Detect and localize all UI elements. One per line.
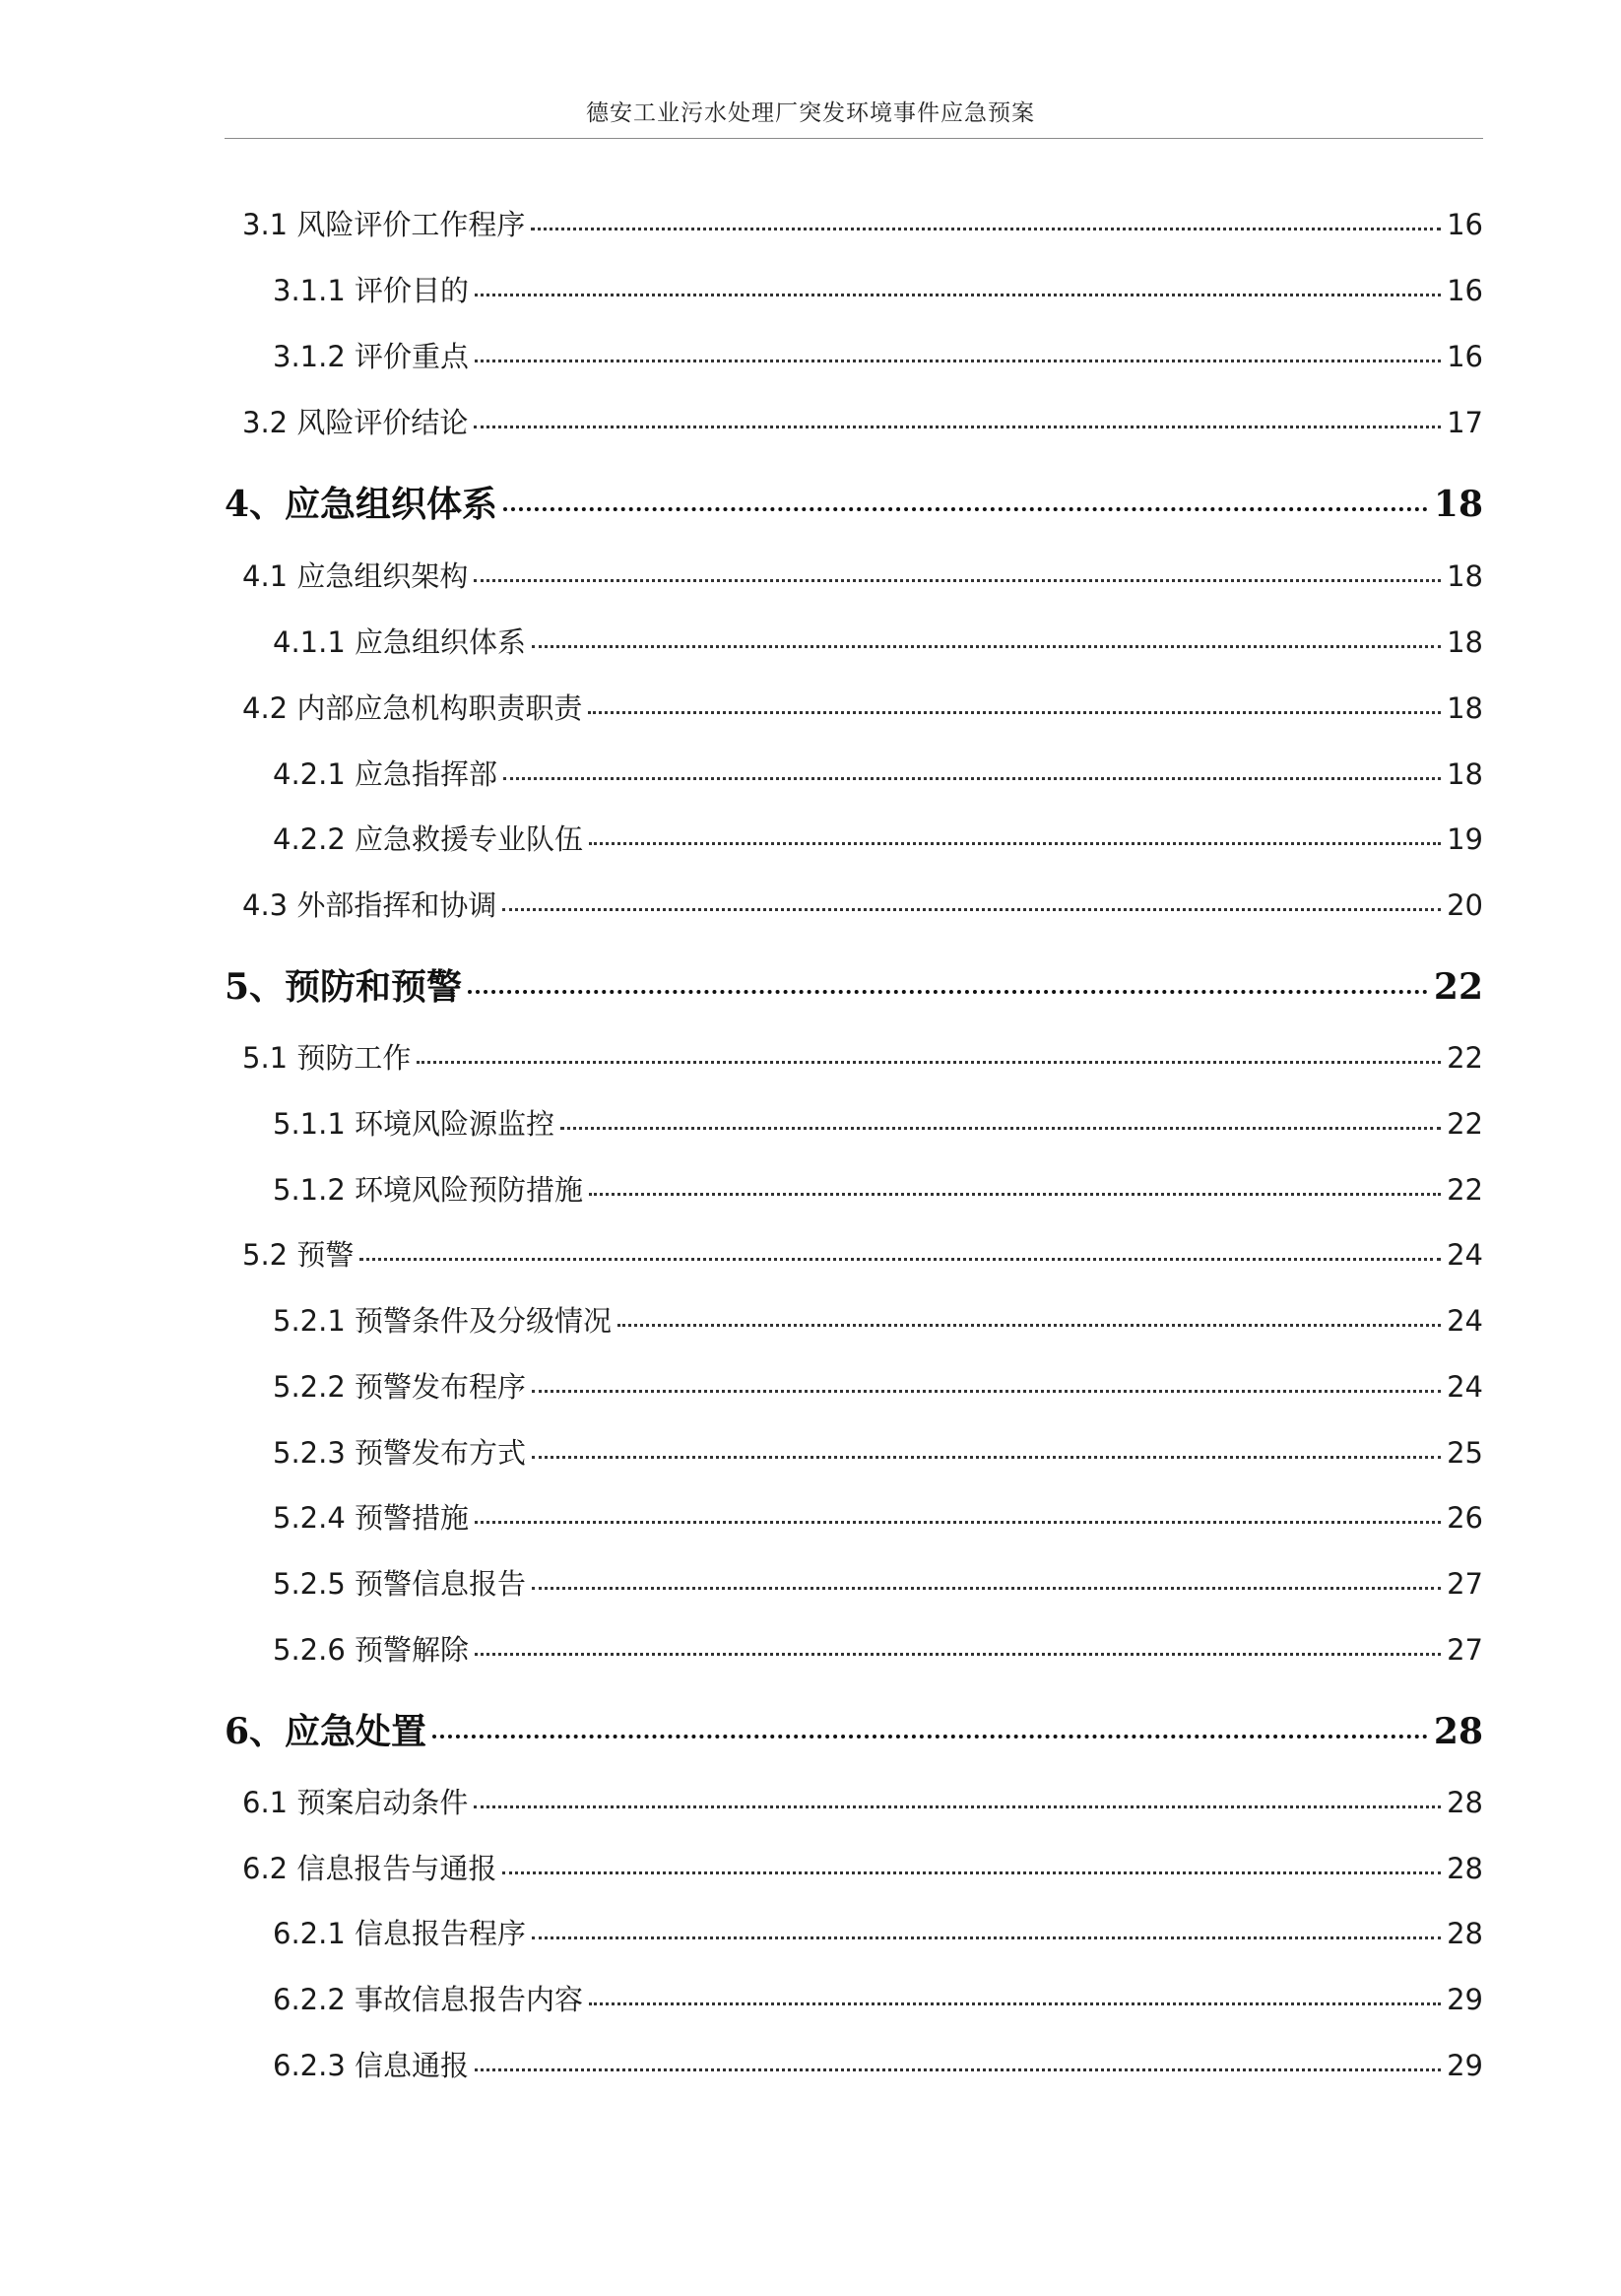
toc-subsection-entry[interactable] xyxy=(273,335,1483,375)
toc-page-number: 25 xyxy=(1447,1436,1483,1470)
toc-page-number: 22 xyxy=(1447,1107,1483,1141)
toc-entry-label: 6.2.1 信息报告程序 xyxy=(273,1917,527,1950)
toc-entry-label: 4.2 内部应急机构职责职责 xyxy=(242,691,583,725)
toc-entry-label: 5.2.2 预警发布程序 xyxy=(273,1370,527,1404)
toc-entry-label: 4.2.1 应急指挥部 xyxy=(273,757,498,791)
toc-entry-label: 6.1 预案启动条件 xyxy=(242,1786,469,1819)
toc-section-entry[interactable] xyxy=(242,687,1483,727)
toc-page-number: 16 xyxy=(1447,208,1483,241)
toc-page-number: 18 xyxy=(1433,484,1483,525)
toc-entry-label: 6.2.3 信息通报 xyxy=(273,2049,470,2082)
toc-entry-label: 5.2.3 预警发布方式 xyxy=(273,1436,527,1470)
toc-entry-label: 6、应急处置 xyxy=(225,1711,427,1752)
toc-dot-leader xyxy=(502,1871,1441,1874)
toc-entry-label: 5.2.1 预警条件及分级情况 xyxy=(273,1304,613,1338)
toc-dot-leader xyxy=(502,908,1441,911)
page-header-title: 德安工业污水处理厂突发环境事件应急预案 xyxy=(586,100,1035,126)
toc-chapter-entry[interactable] xyxy=(225,477,1483,527)
toc-page-number: 18 xyxy=(1447,559,1483,593)
toc-entry-label: 4.2.2 应急救援专业队伍 xyxy=(273,822,584,856)
toc-page-number: 22 xyxy=(1447,1041,1483,1075)
toc-section-entry[interactable] xyxy=(242,1781,1483,1821)
toc-dot-leader xyxy=(532,645,1441,648)
toc-dot-leader xyxy=(432,1735,1428,1738)
toc-chapter-entry[interactable] xyxy=(225,1704,1483,1754)
toc-dot-leader xyxy=(475,1653,1441,1656)
toc-page-number: 16 xyxy=(1447,340,1483,373)
toc-page-number: 22 xyxy=(1433,966,1483,1008)
toc-entry-label: 3.1.2 评价重点 xyxy=(273,340,470,373)
toc-dot-leader xyxy=(475,360,1441,362)
toc-dot-leader xyxy=(503,777,1441,780)
toc-page-number: 22 xyxy=(1447,1173,1483,1207)
toc-dot-leader xyxy=(532,1936,1441,1939)
toc-dot-leader xyxy=(617,1324,1441,1327)
toc-entry-label: 5.1 预防工作 xyxy=(242,1041,412,1075)
toc-entry-label: 3.2 风险评价结论 xyxy=(242,406,469,439)
toc-section-entry[interactable] xyxy=(242,401,1483,441)
toc-page-number: 29 xyxy=(1447,2049,1483,2082)
toc-dot-leader xyxy=(417,1061,1441,1064)
toc-dot-leader xyxy=(475,2068,1441,2071)
toc-dot-leader xyxy=(589,842,1441,845)
toc-subsection-entry[interactable] xyxy=(273,1168,1483,1209)
toc-page-number: 19 xyxy=(1447,822,1483,856)
toc-page-number: 27 xyxy=(1447,1567,1483,1601)
toc-entry-label: 4.3 外部指挥和协调 xyxy=(242,888,497,922)
toc-section-entry[interactable] xyxy=(242,1847,1483,1887)
toc-entry-label: 6.2 信息报告与通报 xyxy=(242,1852,497,1885)
toc-dot-leader xyxy=(532,1390,1441,1393)
toc-entry-label: 5.1.2 环境风险预防措施 xyxy=(273,1173,584,1207)
toc-page-number: 24 xyxy=(1447,1370,1483,1404)
toc-dot-leader xyxy=(531,228,1441,230)
toc-page-number: 18 xyxy=(1447,625,1483,659)
toc-entry-label: 5.2.4 预警措施 xyxy=(273,1501,470,1535)
toc-page-number: 29 xyxy=(1447,1983,1483,2016)
toc-dot-leader xyxy=(474,1805,1441,1808)
toc-subsection-entry[interactable] xyxy=(273,1912,1483,1952)
toc-entry-label: 5.1.1 环境风险源监控 xyxy=(273,1107,555,1141)
toc-subsection-entry[interactable] xyxy=(273,1102,1483,1143)
toc-page-number: 28 xyxy=(1447,1917,1483,1950)
toc-entry-label: 4.1 应急组织架构 xyxy=(242,559,469,593)
toc-dot-leader xyxy=(589,2002,1441,2005)
toc-dot-leader xyxy=(560,1127,1441,1130)
toc-subsection-entry[interactable] xyxy=(273,1978,1483,2018)
toc-entry-label: 5.2.5 预警信息报告 xyxy=(273,1567,527,1601)
toc-section-entry[interactable] xyxy=(242,555,1483,595)
toc-page-number: 28 xyxy=(1447,1786,1483,1819)
toc-dot-leader xyxy=(475,294,1441,296)
toc-page-number: 26 xyxy=(1447,1501,1483,1535)
toc-dot-leader xyxy=(468,990,1428,994)
toc-page-number: 17 xyxy=(1447,406,1483,439)
toc-subsection-entry[interactable] xyxy=(273,1365,1483,1406)
toc-page-number: 16 xyxy=(1447,274,1483,307)
toc-subsection-entry[interactable] xyxy=(273,753,1483,793)
toc-section-entry[interactable] xyxy=(242,203,1483,243)
toc-entry-label: 5.2 预警 xyxy=(242,1238,355,1272)
toc-dot-leader xyxy=(588,711,1441,714)
toc-subsection-entry[interactable] xyxy=(273,621,1483,661)
toc-dot-leader xyxy=(532,1587,1441,1590)
toc-subsection-entry[interactable] xyxy=(273,1628,1483,1669)
toc-dot-leader xyxy=(474,426,1441,428)
toc-section-entry[interactable] xyxy=(242,1233,1483,1274)
toc-section-entry[interactable] xyxy=(242,1036,1483,1077)
toc-page-number: 20 xyxy=(1447,888,1483,922)
toc-entry-label: 4.1.1 应急组织体系 xyxy=(273,625,527,659)
toc-subsection-entry[interactable] xyxy=(273,2044,1483,2084)
toc-entry-label: 4、应急组织体系 xyxy=(225,484,498,525)
toc-dot-leader xyxy=(589,1193,1441,1196)
toc-dot-leader xyxy=(532,1456,1441,1459)
toc-dot-leader xyxy=(475,1521,1441,1524)
toc-entry-label: 5、预防和预警 xyxy=(225,966,463,1008)
toc-section-entry[interactable] xyxy=(242,884,1483,924)
header-rule xyxy=(225,138,1483,139)
toc-page-number: 28 xyxy=(1447,1852,1483,1885)
toc-page-number: 24 xyxy=(1447,1304,1483,1338)
toc-subsection-entry[interactable] xyxy=(273,1299,1483,1340)
toc-dot-leader xyxy=(474,579,1441,582)
toc-subsection-entry[interactable] xyxy=(273,269,1483,309)
toc-page-number: 18 xyxy=(1447,691,1483,725)
toc-dot-leader xyxy=(503,507,1428,511)
toc-subsection-entry[interactable] xyxy=(273,1562,1483,1603)
toc-page-number: 27 xyxy=(1447,1633,1483,1667)
toc-entry-label: 3.1 风险评价工作程序 xyxy=(242,208,526,241)
toc-chapter-entry[interactable] xyxy=(225,959,1483,1010)
toc-page-number: 24 xyxy=(1447,1238,1483,1272)
toc-entry-label: 3.1.1 评价目的 xyxy=(273,274,470,307)
toc-subsection-entry[interactable] xyxy=(273,818,1483,858)
toc-subsection-entry[interactable] xyxy=(273,1431,1483,1472)
toc-page-number: 18 xyxy=(1447,757,1483,791)
toc-page-number: 28 xyxy=(1433,1711,1483,1752)
toc-entry-label: 6.2.2 事故信息报告内容 xyxy=(273,1983,584,2016)
toc-dot-leader xyxy=(359,1258,1441,1261)
toc-entry-label: 5.2.6 预警解除 xyxy=(273,1633,470,1667)
toc-subsection-entry[interactable] xyxy=(273,1496,1483,1537)
